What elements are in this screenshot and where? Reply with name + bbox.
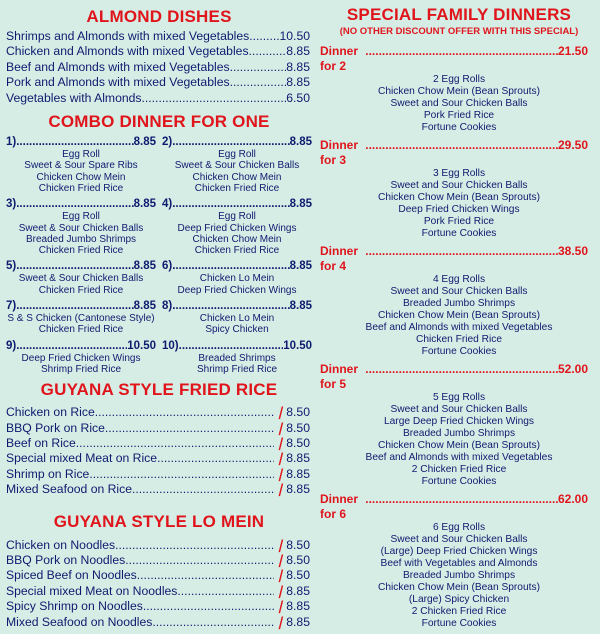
leader-dots xyxy=(172,135,289,149)
fried-rice-item-row xyxy=(0,467,318,482)
leader-dots xyxy=(115,538,274,553)
combo-number: 9) xyxy=(6,339,17,352)
family-dinner xyxy=(318,138,600,240)
almond-dish-name: Chicken and Almonds with mixed Vegetables xyxy=(6,44,249,59)
fried-rice-item-row xyxy=(0,421,318,436)
fried-rice-item-price: 8.85 xyxy=(286,451,310,466)
combo-line: Chicken Fried Rice xyxy=(38,284,124,296)
dinner-item: Chicken Chow Mein (Bean Sprouts) xyxy=(378,582,540,593)
combo-dinner-heading: COMBO DINNER FOR ONE xyxy=(48,112,270,132)
family-dinner xyxy=(318,44,600,134)
leader-dots xyxy=(249,29,279,44)
dinner-label: Dinner for 6 xyxy=(320,492,359,521)
combo-price: 8.85 xyxy=(289,300,312,312)
dinner-item: (Large) Deep Fried Chicken Wings xyxy=(380,546,538,557)
dinner-item: 2 Egg Rolls xyxy=(432,74,486,85)
almond-dish-row xyxy=(0,91,318,106)
leader-dots xyxy=(177,584,274,599)
combo-number: 1) xyxy=(6,136,17,149)
combo-header xyxy=(6,197,156,211)
lo-mein-item-row xyxy=(0,538,318,553)
combo-header xyxy=(6,339,156,353)
dinner-header xyxy=(318,244,600,274)
dinner-price: 38.50 xyxy=(557,244,588,258)
combo-line: Egg Roll xyxy=(218,211,256,223)
fried-rice-item-name: Shrimp on Rice xyxy=(6,466,90,481)
leader-dots xyxy=(365,244,558,274)
dinner-header xyxy=(318,362,600,392)
chili-pepper-icon: ❘ xyxy=(275,405,286,420)
dinner-item: Sweet and Sour Chicken Balls xyxy=(390,98,528,109)
almond-dish-name: Shrimps and Almonds with mixed Vegetables xyxy=(6,29,250,43)
dinner-header xyxy=(318,138,600,168)
almond-dish-price: 8.85 xyxy=(286,59,310,74)
combo-item xyxy=(162,197,312,256)
leader-dots xyxy=(172,197,289,211)
almond-dishes-list xyxy=(0,29,318,106)
combo-item xyxy=(6,339,156,376)
almond-dish-name: Pork and Almonds with mixed Vegetables xyxy=(6,75,230,90)
leader-dots xyxy=(152,615,274,630)
dinner-item: Sweet and Sour Chicken Balls xyxy=(390,404,528,415)
leader-dots xyxy=(142,91,287,106)
chili-pepper-icon: ❘ xyxy=(275,553,286,568)
dinner-item: Beef and Almonds with mixed Vegetables xyxy=(365,452,553,463)
fried-rice-item-row xyxy=(0,482,318,497)
lo-mein-item-name: Chicken on Noodles xyxy=(6,537,116,552)
dinner-item: 2 Chicken Fried Rice xyxy=(411,464,507,475)
combo-line: Sweet & Sour Chicken Balls xyxy=(18,273,144,285)
dinner-item: (Large) Spicy Chicken xyxy=(408,594,510,605)
chili-pepper-icon: ❘ xyxy=(275,583,286,598)
lo-mein-item-price: 8.85 xyxy=(286,583,310,598)
lo-mein-item-price: 8.85 xyxy=(286,599,310,614)
leader-dots xyxy=(157,451,274,466)
combo-header xyxy=(6,299,156,313)
almond-dish-row xyxy=(0,75,318,90)
lo-mein-item-price: 8.85 xyxy=(286,614,310,629)
combo-line: Chicken Fried Rice xyxy=(194,182,280,194)
lo-mein-item-name: Mixed Seafood on Noodles xyxy=(6,614,153,629)
fried-rice-item-row xyxy=(0,405,318,420)
lo-mein-item-name: Spicy Shrimp on Noodles xyxy=(6,599,143,614)
almond-dishes-heading: ALMOND DISHES xyxy=(86,7,232,26)
combo-line: Deep Fried Chicken Wings xyxy=(21,352,141,364)
dinner-label: Dinner for 5 xyxy=(320,362,359,391)
combo-line: Sweet & Sour Chicken Balls xyxy=(174,160,300,172)
combo-item xyxy=(162,135,312,194)
almond-dish-price: 8.85 xyxy=(286,44,310,59)
chili-pepper-icon: ❘ xyxy=(275,537,286,552)
almond-dish-name: Beef and Almonds with mixed Vegetables xyxy=(6,59,230,74)
right-column xyxy=(318,0,600,634)
combo-header xyxy=(6,135,156,149)
dinner-header xyxy=(318,44,600,74)
combo-line: Egg Roll xyxy=(218,149,256,161)
leader-dots xyxy=(132,482,274,497)
combo-line: Sweet & Sour Spare Ribs xyxy=(24,160,138,172)
almond-dish-name: Vegetables with Almonds xyxy=(6,90,142,105)
leader-dots xyxy=(16,197,133,211)
almond-dish-row xyxy=(0,29,318,44)
combo-line: Shrimp Fried Rice xyxy=(40,363,122,375)
leader-dots xyxy=(16,135,133,149)
leader-dots xyxy=(76,436,274,451)
combo-price: 8.85 xyxy=(289,260,312,273)
combo-item xyxy=(6,259,156,296)
dinner-item: 2 Chicken Fried Rice xyxy=(411,606,507,617)
leader-dots xyxy=(16,339,127,353)
almond-dish-row xyxy=(0,60,318,75)
dinner-label: Dinner for 2 xyxy=(320,44,359,73)
combo-price: 8.85 xyxy=(289,136,312,149)
combo-line: Chicken Chow Mein xyxy=(36,171,126,183)
leader-dots xyxy=(249,44,287,59)
leader-dots xyxy=(365,138,558,168)
combo-line: Breaded Shrimps xyxy=(198,352,276,364)
combo-line: Chicken Lo Mein xyxy=(199,273,275,285)
fried-rice-item-name: Chicken on Rice xyxy=(6,405,95,420)
dinner-price: 29.50 xyxy=(557,138,588,152)
dinner-item: 6 Egg Rolls xyxy=(432,522,486,533)
fried-rice-item-price: 8.85 xyxy=(286,466,310,481)
combo-price: 8.85 xyxy=(133,260,156,273)
combo-item xyxy=(162,259,312,296)
dinner-item: Pork Fried Rice xyxy=(423,110,495,121)
dinner-item: Chicken Chow Mein (Bean Sprouts) xyxy=(378,440,540,451)
combo-item xyxy=(6,299,156,336)
combo-number: 10) xyxy=(162,339,179,352)
leader-dots xyxy=(365,362,558,392)
chili-pepper-icon: ❘ xyxy=(275,482,286,497)
dinner-item: Chicken Fried Rice xyxy=(415,334,503,345)
combo-number: 2) xyxy=(162,136,173,149)
family-dinners-heading: SPECIAL FAMILY DINNERS xyxy=(346,5,572,24)
leader-dots xyxy=(230,60,287,75)
combo-item xyxy=(162,299,312,336)
leader-dots xyxy=(16,299,133,313)
combo-line: Sweet & Sour Chicken Balls xyxy=(18,222,144,234)
leader-dots xyxy=(172,299,289,313)
combo-line: Chicken Chow Mein xyxy=(192,233,282,245)
leader-dots xyxy=(89,467,274,482)
almond-dish-price: 8.85 xyxy=(286,75,310,90)
combo-number: 3) xyxy=(6,198,17,211)
guyana-lo-mein-heading: GUYANA STYLE LO MEIN xyxy=(53,511,265,531)
guyana-lo-mein-list xyxy=(0,538,318,630)
combo-header xyxy=(6,259,156,273)
dinner-price: 62.00 xyxy=(557,492,588,506)
dinner-header xyxy=(318,492,600,522)
leader-dots xyxy=(365,44,558,74)
leader-dots xyxy=(365,492,558,522)
fried-rice-item-price: 8.50 xyxy=(286,436,310,450)
fried-rice-item-price: 8.85 xyxy=(286,482,310,497)
dinner-item: Breaded Jumbo Shrimps xyxy=(402,428,516,439)
combo-header xyxy=(162,197,312,211)
lo-mein-item-row xyxy=(0,584,318,599)
almond-dish-price: 10.50 xyxy=(279,29,310,43)
lo-mein-item-name: BBQ Pork on Noodles xyxy=(6,553,126,568)
family-dinners-subtitle: (NO OTHER DISCOUNT OFFER WITH THIS SPECIAL) xyxy=(339,26,579,37)
dinner-price: 21.50 xyxy=(557,44,588,58)
dinner-item: Pork Fried Rice xyxy=(423,216,495,227)
fried-rice-item-name: Special mixed Meat on Rice xyxy=(6,451,158,466)
dinner-item: Sweet and Sour Chicken Balls xyxy=(390,286,528,297)
combo-number: 8) xyxy=(162,300,173,312)
combo-line: Shrimp Fried Rice xyxy=(196,363,278,375)
dinner-item: Fortune Cookies xyxy=(421,618,497,629)
dinner-item: Beef and Almonds with mixed Vegetables xyxy=(365,322,553,333)
leader-dots xyxy=(230,75,287,90)
combo-line: Chicken Chow Mein xyxy=(192,171,282,183)
dinner-item: Sweet and Sour Chicken Balls xyxy=(390,180,528,191)
dinner-item: Chicken Chow Mein (Bean Sprouts) xyxy=(378,192,540,203)
lo-mein-item-row xyxy=(0,553,318,568)
combo-line: Chicken Fried Rice xyxy=(38,182,124,194)
combo-line: Spicy Chicken xyxy=(205,324,269,336)
combo-line: Deep Fried Chicken Wings xyxy=(177,222,297,234)
leader-dots xyxy=(179,339,284,353)
fried-rice-item-row xyxy=(0,436,318,451)
dinner-item: Sweet and Sour Chicken Balls xyxy=(390,534,528,545)
leader-dots xyxy=(95,405,274,420)
chili-pepper-icon: ❘ xyxy=(275,466,286,481)
leader-dots xyxy=(172,259,289,273)
dinner-item: 3 Egg Rolls xyxy=(432,168,486,179)
combo-item xyxy=(6,135,156,194)
dinner-item: Fortune Cookies xyxy=(421,122,497,133)
chili-pepper-icon: ❘ xyxy=(275,436,286,450)
combo-number: 5) xyxy=(6,260,17,273)
combo-item xyxy=(6,197,156,256)
lo-mein-item-row xyxy=(0,615,318,630)
dinner-item: Fortune Cookies xyxy=(421,476,497,487)
combo-line: Egg Roll xyxy=(62,149,100,161)
chili-pepper-icon: ❘ xyxy=(275,451,286,466)
lo-mein-item-price: 8.50 xyxy=(286,553,310,568)
leader-dots xyxy=(125,553,274,568)
lo-mein-item-price: 8.50 xyxy=(286,537,310,552)
combo-number: 7) xyxy=(6,300,17,312)
dinner-item: Large Deep Fried Chicken Wings xyxy=(383,416,535,427)
combo-price: 10.50 xyxy=(283,339,312,352)
leader-dots xyxy=(16,259,133,273)
combo-price: 8.85 xyxy=(133,198,156,211)
fried-rice-item-price: 8.50 xyxy=(286,405,310,420)
combo-number: 6) xyxy=(162,260,173,273)
almond-dish-row xyxy=(0,44,318,59)
dinner-item: Breaded Jumbo Shrimps xyxy=(402,298,516,309)
family-dinner xyxy=(318,244,600,358)
fried-rice-item-name: Mixed Seafood on Rice xyxy=(6,482,133,497)
dinner-item: Fortune Cookies xyxy=(421,228,497,239)
combo-line: Chicken Fried Rice xyxy=(38,324,124,336)
combo-price: 8.85 xyxy=(289,198,312,211)
combo-line: Chicken Lo Mein xyxy=(199,313,275,324)
lo-mein-item-price: 8.50 xyxy=(286,568,310,583)
combo-header xyxy=(162,339,312,353)
dinner-item: 4 Egg Rolls xyxy=(432,274,486,285)
dinner-label: Dinner for 3 xyxy=(320,138,359,167)
combo-header xyxy=(162,259,312,273)
lo-mein-item-name: Spiced Beef on Noodles xyxy=(6,568,137,583)
fried-rice-item-name: Beef on Rice xyxy=(6,436,76,450)
family-dinner xyxy=(318,492,600,630)
almond-dish-price: 6.50 xyxy=(286,90,310,105)
fried-rice-item-price: 8.50 xyxy=(286,420,310,435)
combo-line: Deep Fried Chicken Wings xyxy=(177,284,297,296)
leader-dots xyxy=(143,599,274,614)
dinner-label: Dinner for 4 xyxy=(320,244,359,273)
dinner-item: Deep Fried Chicken Wings xyxy=(398,204,520,215)
combo-line: Egg Roll xyxy=(62,211,100,223)
lo-mein-item-row xyxy=(0,599,318,614)
guyana-fried-rice-list xyxy=(0,405,318,497)
chili-pepper-icon: ❘ xyxy=(275,568,286,583)
dinner-item: Fortune Cookies xyxy=(421,346,497,357)
fried-rice-item-name: BBQ Pork on Rice xyxy=(6,420,105,435)
combo-line: Chicken Fried Rice xyxy=(38,245,124,257)
chili-pepper-icon: ❘ xyxy=(275,420,286,435)
combo-price: 8.85 xyxy=(133,136,156,149)
lo-mein-item-name: Special mixed Meat on Noodles xyxy=(6,583,178,598)
combo-item xyxy=(162,339,312,376)
dinner-item: Beef with Vegetables and Almonds xyxy=(380,558,538,569)
dinner-price: 52.00 xyxy=(557,362,588,376)
family-dinners-list xyxy=(318,44,600,630)
combo-line: S & S Chicken (Cantonese Style) xyxy=(7,313,155,324)
dinner-item: Chicken Chow Mein (Bean Sprouts) xyxy=(378,86,540,97)
fried-rice-item-row xyxy=(0,451,318,466)
combo-price: 10.50 xyxy=(127,339,156,352)
lo-mein-item-row xyxy=(0,568,318,583)
combo-price: 8.85 xyxy=(133,300,156,312)
combo-dinner-grid xyxy=(0,135,318,378)
combo-line: Breaded Jumbo Shrimps xyxy=(25,233,137,245)
combo-header xyxy=(162,299,312,313)
chili-pepper-icon: ❘ xyxy=(275,599,286,614)
dinner-item: Chicken Chow Mein (Bean Sprouts) xyxy=(378,310,540,321)
leader-dots xyxy=(105,421,274,436)
combo-header xyxy=(162,135,312,149)
combo-line: Chicken Fried Rice xyxy=(194,245,280,257)
combo-number: 4) xyxy=(162,198,173,211)
leader-dots xyxy=(137,568,274,583)
dinner-item: Breaded Jumbo Shrimps xyxy=(402,570,516,581)
guyana-fried-rice-heading: GUYANA STYLE FRIED RICE xyxy=(40,380,278,400)
dinner-item: 5 Egg Rolls xyxy=(432,392,486,403)
chili-pepper-icon: ❘ xyxy=(275,614,286,629)
family-dinner xyxy=(318,362,600,488)
